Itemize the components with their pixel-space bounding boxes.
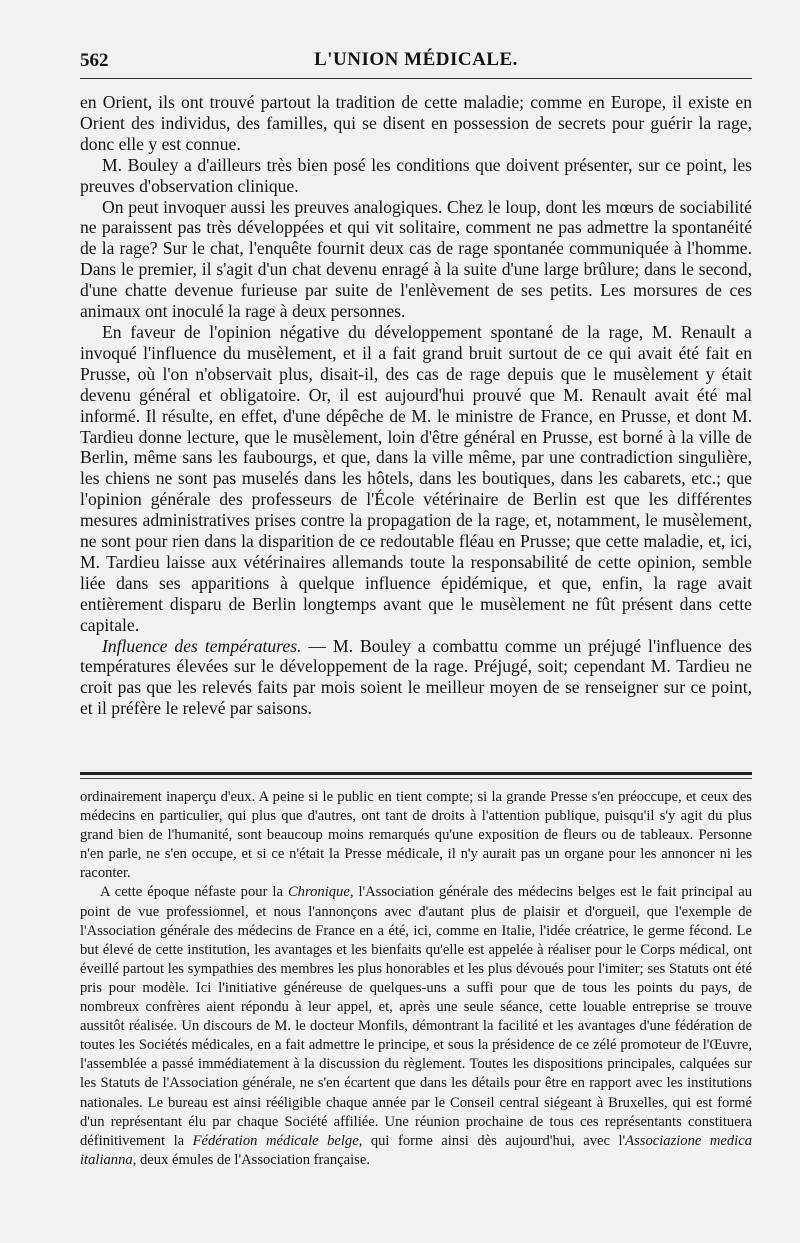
paragraph: ordinairement inaperçu d'eux. A peine si le public en tient compte; si la grande Presse s'en préoccupe, et ceux des médecins en particulier, qui plus que d'autres, ont tant de droits à l'attention publique, puisqu'il s'y agit du plus grand bien de l'humanité, sont beaucoup moins remarqués qu'une exposition de fleurs ou de tableaux. Personne n'en parle, ne s'en occupe, et si ce n'était la Presse médicale, il n'y aurait pas un organe pour les annoncer ni les raconter.: [80, 789, 752, 882]
paragraph: [80, 636, 752, 720]
section-heading-italic: Influence des températures.: [102, 635, 302, 656]
italic-term: Associazione medica italianna: [80, 1132, 753, 1168]
paragraph-text: A cette époque néfaste pour la: [100, 884, 288, 901]
paragraph: [80, 883, 752, 1169]
page-number: 562: [80, 50, 109, 71]
journal-title: L'UNION MÉDICALE.: [314, 49, 518, 70]
feuilleton-rule-thin: [80, 778, 752, 779]
paragraph-text: — M. Bouley a combattu comme un préjugé l'influence des températures élevées sur le développement de la rage. Préjugé, soit; cependant M. Tardieu ne croit pas que les relevés faits par mois soient le meilleur moyen de se renseigner sur ce point, et il préfère le relevé par saisons.: [80, 635, 752, 719]
paragraph: En faveur de l'opinion négative du développement spontané de la rage, M. Renault a invoqué l'influence du musèlement, et il a fait grand bruit surtout de ce qui avait été fait en Prusse, où l'on n'observait plus, disait-il, des cas de rage depuis que le musèlement y était devenu général et obligatoire. Or, il est aujourd'hui prouvé que M. Renault avait été mal informé. Il résulte, en effet, d'une dépêche de M. le ministre de France, en Prusse, et dont M. Tardieu donne lecture, que le musèlement, loin d'être général en Prusse, est borné à la ville de Berlin, même sans les faubourgs, et que, dans la ville même, par une contradiction singulière, les chiens ne sont pas muselés dans les hôtels, dans les boutiques, dans les cabarets, etc.; que l'opinion générale des professeurs de l'École vétérinaire de Berlin est que les différentes mesures administratives prises contre la propagation de la rage, et, notamment, le musèlement, ne sont pour rien dans la disparition de ce redoutable fléau en Prusse; que cette maladie, et, ici, M. Tardieu laisse aux vétérinaires allemands toute la responsabilité de cette opinion, semble liée dans ses apparitions à quelque influence épidémique, et que, enfin, la rage avait entièrement disparu de Berlin longtemps avant que le musèlement ne fût présent dans cette capitale.: [80, 321, 752, 635]
italic-term: Fédération médicale belge: [192, 1132, 359, 1149]
feuilleton-text: [80, 788, 752, 1170]
paragraph: On peut invoquer aussi les preuves analogiques. Chez le loup, dont les mœurs de sociabilité ne paraissent pas très développées et qui vit solitaire, comment ne pas admettre la spontanéité de la rage? Sur le chat, l'enquête fournit deux cas de rage spontanée communiquée à l'homme. Dans le premier, il s'agit d'un chat devenu enragé à la suite d'une large brûlure; dans le second, d'une chatte devenue furieuse par suite de l'enlèvement de ses petits. Les morsures de ces animaux ont inoculé la rage à deux personnes.: [80, 196, 752, 322]
italic-term: Chronique: [287, 884, 350, 901]
paragraph-text: , qui forme ainsi dès aujourd'hui, avec l': [358, 1132, 626, 1149]
paragraph: M. Bouley a d'ailleurs très bien posé les conditions que doivent présenter, sur ce point, les preuves d'observation clinique.: [80, 154, 752, 196]
page-header: [80, 46, 752, 76]
main-text: [80, 92, 752, 719]
paragraph-text: , deux émules de l'Association française.: [132, 1151, 370, 1168]
header-rule: [80, 78, 752, 79]
paragraph: en Orient, ils ont trouvé partout la tradition de cette maladie; comme en Europe, il existe en Orient des individus, des familles, qui se disent en possession de secrets pour guérir la rage, donc elle y est connue.: [80, 92, 752, 154]
paragraph-text: , l'Association générale des médecins belges est le fait principal au point de vue professionnel, et nous l'annonçons avec d'autant plus de plaisir et d'orgueil, que l'exemple de l'Association générale des médecins de France en a été, ici, comme en Italie, l'idée créatrice, le germe fécond. Le but élevé de cette institution, les avantages et les bienfaits qu'elle est appelée à réaliser pour le Corps médical, ont éveillé partout les sympathies des membres les plus honorables et les plus dévoués pour l'imiter; ses Statuts ont été pris pour modèle. Ici l'initiative généreuse de quelques-uns a suffi pour que de tous les points du pays, de nombreux confrères aient répondu à leur appel, et, après une seule séance, cette louable entreprise se trouve aussitôt réalisée. Un discours de M. le docteur Monfils, démontrant la facilité et les avantages d'une fédération de toutes les Sociétés médicales, en a fait admettre le principe, et sous la présidence de ce zélé promoteur de l'Œuvre, l'assemblée a passé immédiatement à la discussion du règlement. Toutes les dispositions principales, calquées sur les Statuts de l'Association générale, ne s'en écartent que dans les détails pour être en rapport avec les institutions nationales. Le bureau est ainsi rééligible chaque année par le Conseil central siégeant à Bruxelles, qui est formé d'un représentant élu par chaque Société affiliée. Une réunion prochaine de tous ces représentants constituera définitivement la: [80, 884, 752, 1149]
feuilleton-rule-thick: [80, 772, 752, 775]
